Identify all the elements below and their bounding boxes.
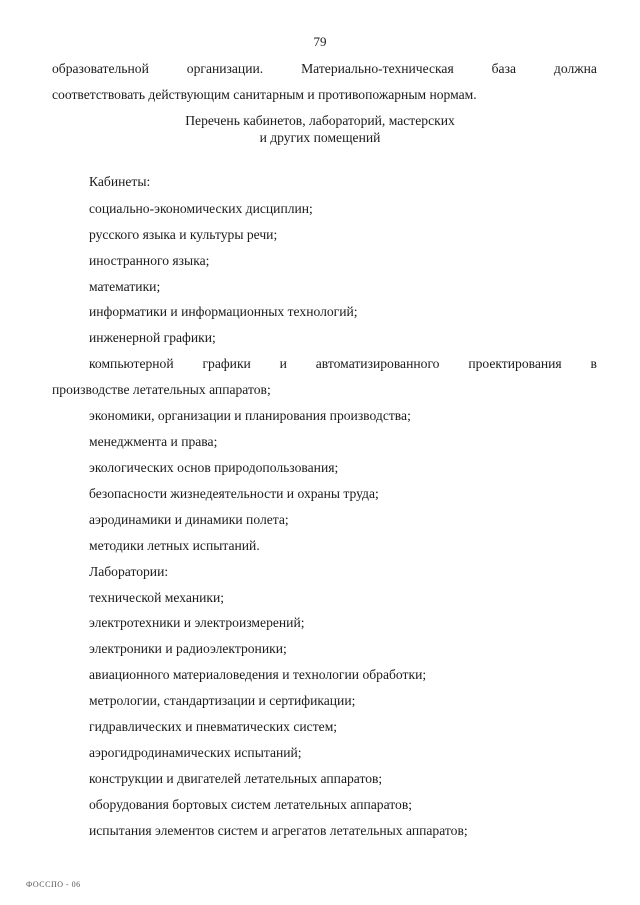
list-item: менеджмента и права; [89, 434, 218, 449]
laboratories-title: Лаборатории: [89, 564, 169, 579]
list-item: технической механики; [89, 590, 225, 605]
list-word: графики [202, 356, 251, 371]
list-item: социально-экономических дисциплин; [89, 201, 313, 216]
list-word: проектирования [468, 356, 562, 371]
list-item: безопасности жизнедеятельности и охраны труда; [89, 486, 379, 501]
cabinets-title: Кабинеты: [89, 174, 151, 189]
list-item: гидравлических и пневматических систем; [89, 719, 338, 734]
list-item: испытания элементов систем и агрегатов летательных аппаратов; [89, 823, 468, 838]
list-item: математики; [89, 279, 161, 294]
list-item-long [89, 356, 597, 372]
list-item: методики летных испытаний. [89, 538, 260, 553]
list-item: иностранного языка; [89, 253, 210, 268]
section-heading-line-2: и других помещений [259, 130, 381, 145]
page-number: 79 [313, 34, 327, 49]
list-word: и [279, 356, 287, 371]
section-heading-line-1: Перечень кабинетов, лабораторий, мастерских [185, 113, 455, 128]
list-item: аэродинамики и динамики полета; [89, 512, 289, 527]
intro-word: образовательной [52, 61, 149, 76]
list-item: оборудования бортовых систем летательных аппаратов; [89, 797, 413, 812]
list-word: в [590, 356, 597, 371]
list-word: автоматизированного [315, 356, 440, 371]
intro-line-2: соответствовать действующим санитарным и противопожарным нормам. [52, 87, 477, 102]
list-item: авиационного материаловедения и технологии обработки; [89, 667, 427, 682]
intro-word: организации. [186, 61, 264, 76]
list-item-continuation: производстве летательных аппаратов; [52, 382, 271, 397]
list-item: электроники и радиоэлектроники; [89, 641, 287, 656]
list-item: метрологии, стандартизации и сертификации; [89, 693, 356, 708]
page-footer: ФОССПО - 06 [26, 880, 81, 889]
list-item: информатики и информационных технологий; [89, 304, 358, 319]
intro-word: база [491, 61, 516, 76]
list-word: компьютерной [89, 356, 174, 371]
list-item: электротехники и электроизмерений; [89, 615, 305, 630]
list-item: экологических основ природопользования; [89, 460, 339, 475]
list-item: русского языка и культуры речи; [89, 227, 278, 242]
intro-word: Материально-техническая [301, 61, 454, 76]
list-item: инженерной графики; [89, 330, 216, 345]
list-item: конструкции и двигателей летательных аппаратов; [89, 771, 383, 786]
intro-word: должна [553, 61, 597, 76]
list-item: аэрогидродинамических испытаний; [89, 745, 302, 760]
list-item: экономики, организации и планирования производства; [89, 408, 411, 423]
intro-line-1 [52, 61, 597, 77]
